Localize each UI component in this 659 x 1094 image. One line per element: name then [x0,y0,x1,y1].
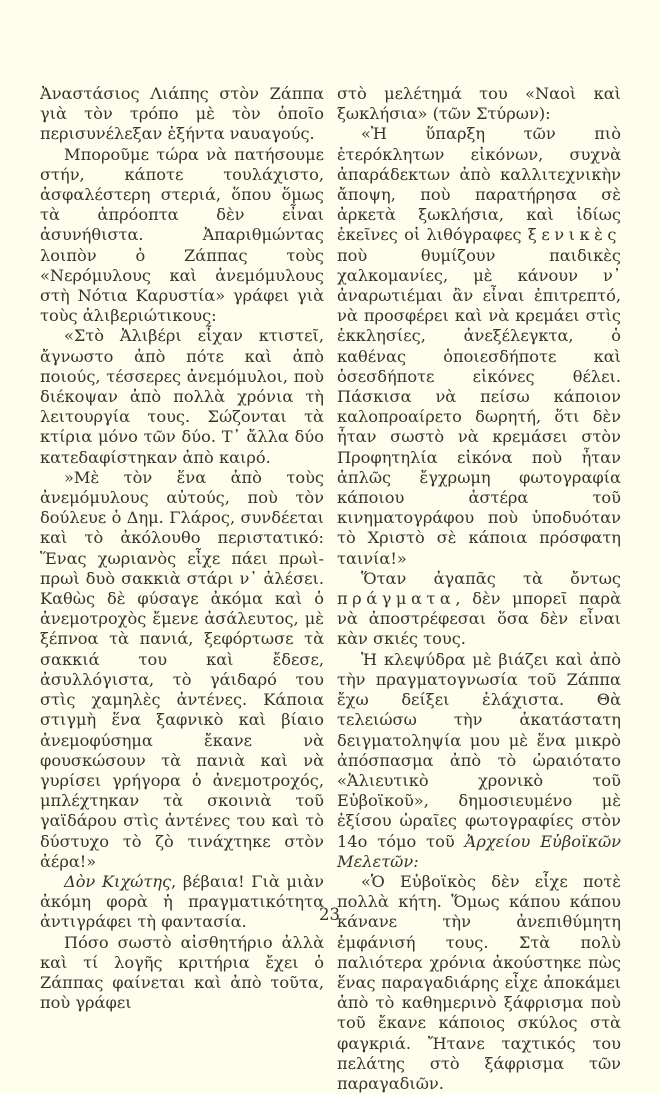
paragraph [40,933,324,1014]
right-column [337,84,621,1094]
text-block [40,84,621,1094]
paragraph [337,569,621,650]
body-text: Πόσο σωστὸ αἰσθητήριο ἀλλὰ καὶ τί λογῆς κριτήρια ἔχει ὁ Ζάππας φαίνεται καὶ ἀπὸ τοῦτα, ποὺ γράφει [40,932,324,1013]
body-text: Ἡ κλεψύδρα μὲ βιάζει καὶ ἀπὸ τὴν πραγματογνωσία τοῦ Ζάππα ἔχω δείξει ἐλάχιστα. Θὰ τελειώσω τὴν ἀκατάστατη δειγματοληψία μου μὲ ἕνα μικρὸ ἀπόσπασμα ἀπὸ τὸ ὡραιότατο «Ἁλιευτικὸ χρονικὸ τοῦ Εὐβοϊκοῦ», δημοσιευμένο μὲ ἐξίσου ὡραῖες φωτογραφίες στὸν 14ο τόμο τοῦ [337,649,621,851]
emphasized-spaced-text: πράγματα [337,589,456,609]
paragraph [337,124,621,568]
body-text: «Ἡ ὕπαρξη τῶν πιὸ ἑτερόκλητων εἰκόνων, συχνὰ ἀπαράδεκτων ἀπὸ καλλιτεχνικὴν ἄποψη, ποὺ παρατήρησα σὲ ἀρκετὰ ξωκλήσια, καὶ ἰδίως ἐκεῖνες οἱ λιθόγραφες [337,124,621,245]
body-text: Ἀναστάσιος Λιάπης στὸν Ζάππα γιὰ τὸν τρόπο μὲ τὸν ὁποῖο περισυνέλεξαν ἑξήντα ναυαγούς. [40,84,324,144]
body-text: »Μὲ τὸν ἕνα ἀπὸ τοὺς ἀνεμόμυλους αὐτούς, ποὺ τὸν δούλευε ὁ Δημ. Γλάρος, συνδέεται καὶ τὸ ἀκόλουθο περιστατικό: Ἕνας χωριανὸς εἶχε πάει πρωὶ-πρωὶ δυὸ σακκιὰ στάρι ν᾽ ἀλέσει. Καθὼς δὲ φύσαγε ἀκόμα καὶ ὁ ἀνεμοτροχὸς ἔμενε ἀσάλευτος, μὲ ξέπνοα τὰ πανιά, ξεφόρτωσε τὰ σακκιά του καὶ ἔδεσε, ἀσυλλόγιστα, τὸ γάιδαρό του στὶς χαμηλὲς ἀντένες. Κάποια στιγμὴ ἕνα ξαφνικὸ καὶ βίαιο ἀνεμοφύσημα ἔκανε νὰ φουσκώσουν τὰ πανιὰ καὶ νὰ γυρίσει γρήγορα ὁ ἀνεμοτροχός, μπλέχτηκαν τὰ σκοινιὰ τοῦ γαϊδάρου στὶς ἀντένες του καὶ τὸ δύστυχο τὸ ζὸ τινάχτηκε στὸν ἀέρα!» [40,467,324,871]
paragraph [40,326,324,467]
paragraph [40,468,324,872]
body-text: στὸ μελέτημά του «Ναοὶ καὶ ξωκλήσια» (τῶν Στύρων): [337,84,621,124]
page-number: 23 [319,905,340,924]
paragraph [337,650,621,872]
paragraph [40,145,324,327]
italic-text: Ἀρχείου Εὐβοϊκῶν Μελετῶν: [337,831,621,871]
body-text: , βέβαια! Γιὰ μιὰν ἀκόμη φορὰ ἡ πραγματικότητα ἀντιγράφει τὴ φαντασία. [40,871,324,932]
paragraph [337,84,621,124]
body-text: , δὲν μπορεῖ παρὰ νὰ ἀποστρέφεσαι ὅσα δὲν εἶναι κὰν σκιές τους. [337,589,621,649]
body-text: ποὺ θυμίζουν παιδικὲς χαλκομανίες, μὲ κάνουν ν᾽ ἀναρωτιέμαι ἂν εἶναι ἐπιτρεπτό, νὰ προσφέρει καὶ νὰ κρεμάει στὶς ἐκκλησίες, ἀνεξέλεγκτα, ὁ καθένας ὁποιεσδήποτε καὶ ὁσεσδήποτε εἰκόνες θέλει. Πάσκισα νὰ πείσω κάποιον καλοπροαίρετο δωρητή, ὅτι δὲν ἦταν σωστὸ νὰ κρεμάσει στὸν Προφητηλία εἰκόνα ποὺ ἦταν ἁπλῶς ἔγχρωμη φωτογραφία κάποιου ἀστέρα τοῦ κινηματογράφου ποὺ ὑποδυόταν τὸ Χριστὸ σὲ κάποια πρόσφατη ταινία!» [337,245,621,568]
body-text: «Ὁ Εὐβοϊκὸς δὲν εἶχε ποτὲ πολλὰ κήτη. Ὅμως κάπου κάπου κάνανε τὴν ἀνεπιθύμητη ἐμφάνισή τους. Στὰ πολὺ παλιότερα χρόνια ἀκούστηκε πὼς ἕνας παραγαδιάρης εἶχε ἀποκάμει ἀπὸ τὸ καθημερινὸ ξάφρισμα ποὺ τοῦ ἔκανε κάποιος σκύλος στὰ φαγκριά. Ἤτανε ταχτικός του πελάτης στὸ ξάφρισμα τῶν παραγαδιῶν. [337,871,621,1093]
body-text: Ὅταν ἀγαπᾶς τὰ ὄντως [361,568,621,588]
paragraph [40,84,324,145]
emphasized-spaced-text: ξενικὲς [527,225,621,245]
left-column [40,84,324,1094]
body-text: «Στὸ Ἀλιβέρι εἶχαν κτιστεῖ, ἄγνωστο ἀπὸ πότε καὶ ἀπὸ ποιούς, τέσσερες ἀνεμόμυλοι, ποὺ διέκοψαν ἀπὸ πολλὰ χρόνια τὴ λειτουργία τους. Σώζονται τὰ κτίρια μόνο τῶν δύο. Τ᾽ ἄλλα δύο κατεδαφίστηκαν ἀπὸ καιρό. [40,326,324,467]
body-text: Μποροῦμε τώρα νὰ πατήσουμε στήν, κάποτε τουλάχιστο, ἀσφαλέστερη στεριά, ὅπου ὅμως τὰ ἀπρόοπτα δὲν εἶναι ἀσυνήθιστα. Ἀπαριθμώντας λοιπὸν ὁ Ζάππας τοὺς «Νερόμυλους καὶ ἀνεμόμυλους στὴ Νότια Καρυστία» γράφει γιὰ τοὺς ἀλιβεριώτικους: [40,144,324,326]
italic-text: Δὸν Κιχώτης [64,871,172,891]
